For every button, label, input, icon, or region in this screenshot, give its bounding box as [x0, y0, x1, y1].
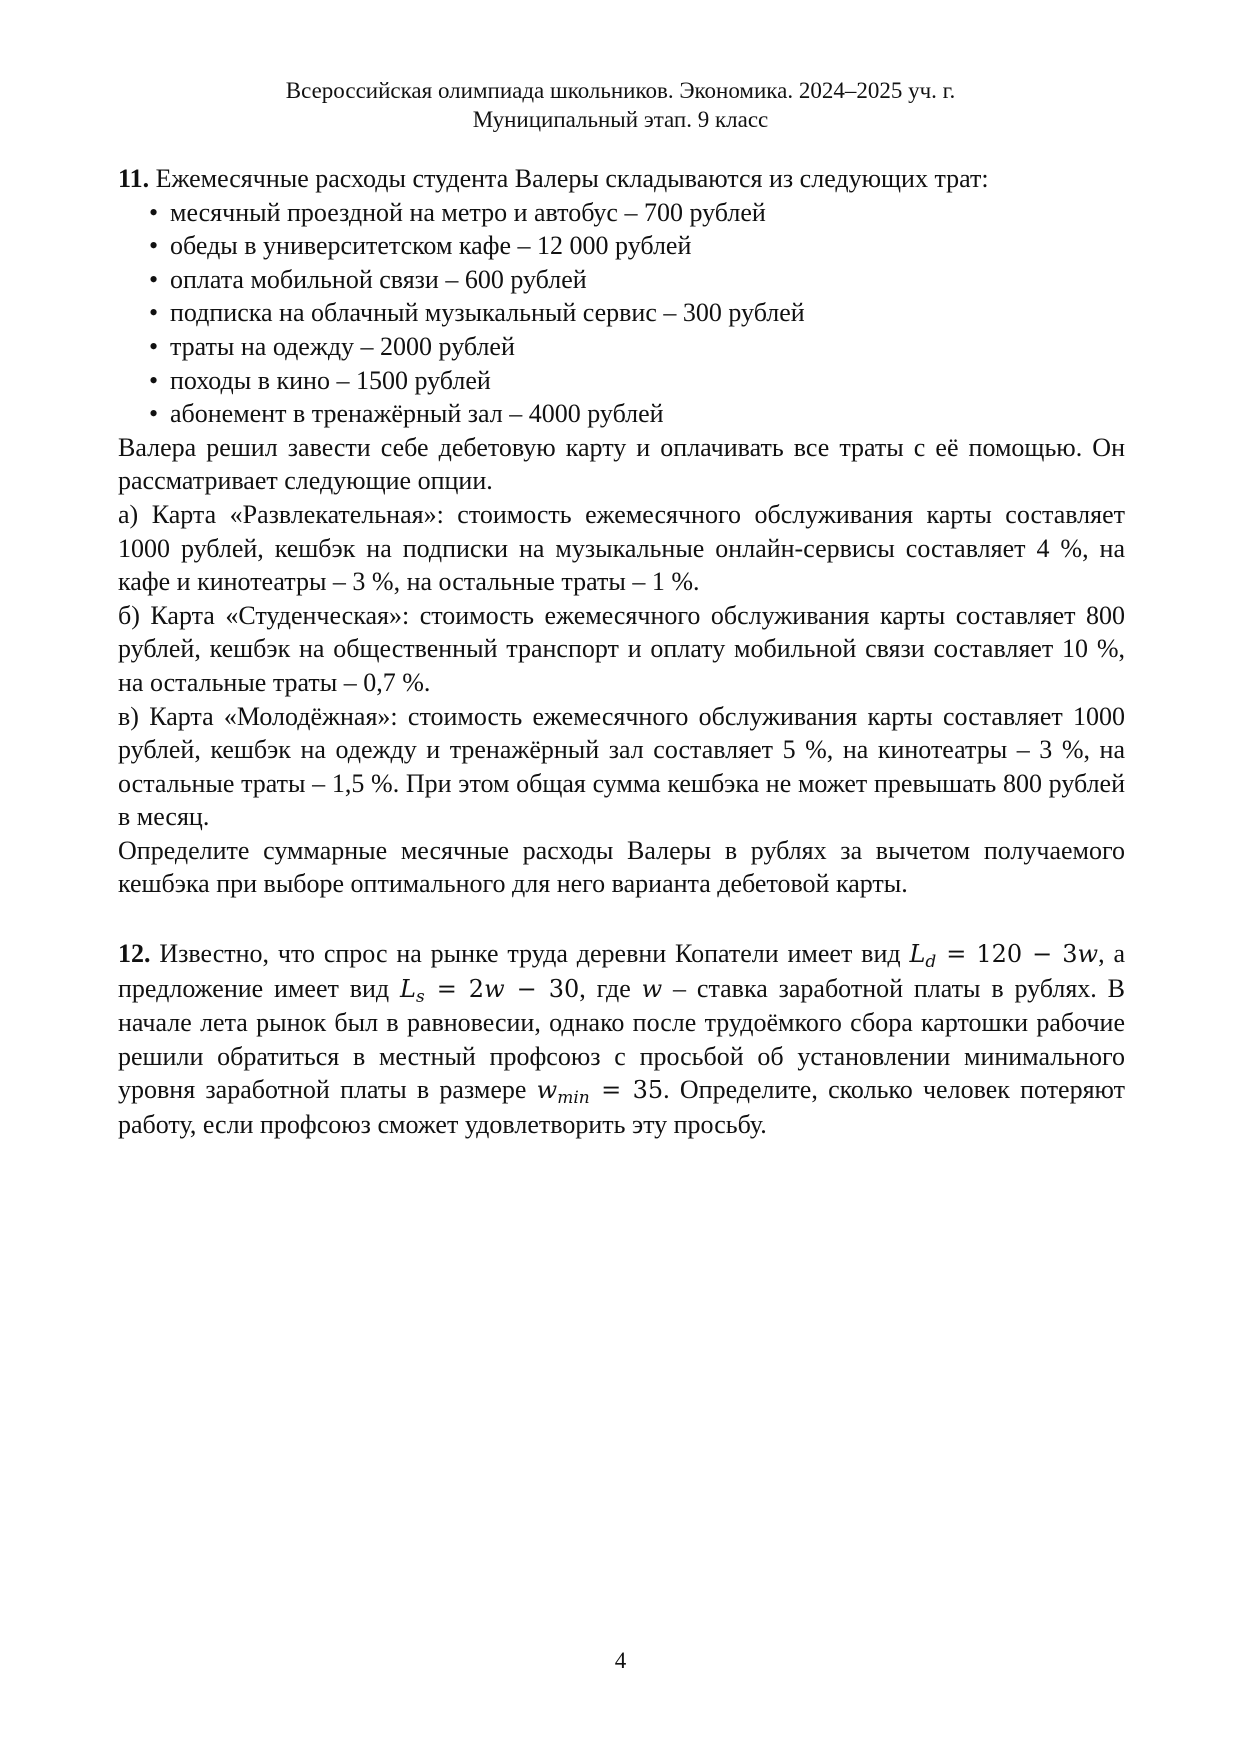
list-item: • обеды в университетском кафе – 12 000 рублей: [118, 229, 1125, 263]
task-12-number: 12.: [118, 939, 151, 969]
expense-list: [118, 196, 1125, 431]
math-var: w: [484, 974, 505, 1003]
list-item: • месячный проездной на метро и автобус – 700 рублей: [118, 196, 1125, 230]
math-var: w: [536, 1076, 558, 1105]
task-12-text: – ставка заработной платы в рублях. В начале лета рынок был в равновесии, однако после трудоёмкого сбора картошки рабочие решили обратиться в местный профсоюз с просьбой об установлении минимального уровня заработной платы в размере: [118, 973, 1126, 1105]
page-number: 4: [614, 1648, 627, 1673]
math-var: w: [1077, 940, 1099, 969]
math-rhs: − 30: [504, 974, 580, 1003]
task-11-question: Определите суммарные месячные расходы Валеры в рублях за вычетом получаемого кешбэка при выборе оптимального для него варианта дебетовой карты.: [118, 835, 1125, 899]
math-var: w: [641, 974, 663, 1003]
list-item: • траты на одежду – 2000 рублей: [118, 330, 1125, 364]
option-b: б) Карта «Студенческая»: стоимость ежемесячного обслуживания карты составляет 800 рублей, кешбэк на общественный транспорт и оплату мобильной связи составляет 10 %, на остальные траты – 0,7 %.: [118, 600, 1125, 697]
math-var: L: [400, 974, 416, 1003]
demand-equation: [909, 940, 1099, 973]
header-line-2: Муниципальный этап. 9 класс: [472, 107, 769, 132]
page-header: [0, 76, 1241, 134]
page-content: [118, 162, 1125, 1142]
math-rhs: = 35: [589, 1076, 664, 1105]
task-11-intro-text: Ежемесячные расходы студента Валеры складываются из следующих трат:: [149, 164, 989, 193]
list-item: • абонемент в тренажёрный зал – 4000 рублей: [118, 397, 1125, 431]
list-item: • подписка на облачный музыкальный сервис – 300 рублей: [118, 296, 1125, 330]
list-item: • оплата мобильной связи – 600 рублей: [118, 263, 1125, 297]
task-11-intro: [118, 162, 1125, 196]
task-11: [118, 162, 1125, 901]
task-12-paragraph: [118, 937, 1125, 1142]
math-sub: s: [415, 986, 425, 1007]
min-wage-equation: [536, 1076, 664, 1109]
math-sub: min: [557, 1088, 590, 1109]
task-12-text: , где: [579, 973, 642, 1003]
task-11-paragraph: Валера решил завести себе дебетовую карту и оплачивать все траты с её помощью. Он рассматривает следующие опции.: [118, 432, 1125, 496]
section-gap: [118, 901, 1125, 937]
supply-equation: [400, 974, 580, 1007]
task-12-text: , а предложение имеет вид: [118, 939, 1125, 1003]
math-sub: d: [925, 952, 937, 973]
math-var: L: [909, 940, 926, 969]
task-12-text: Известно, что спрос на рынке труда деревни Копатели имеет вид: [150, 939, 910, 969]
header-line-1: Всероссийская олимпиада школьников. Экономика. 2024–2025 уч. г.: [285, 78, 956, 103]
task-12-text: . Определите, сколько человек потеряют работу, если профсоюз сможет удовлетворить эту просьбу.: [118, 1075, 1125, 1140]
task-12: [118, 937, 1125, 1142]
option-a: а) Карта «Развлекательная»: стоимость ежемесячного обслуживания карты составляет 1000 рублей, кешбэк на подписки на музыкальные онлайн-сервисы составляет 4 %, на кафе и кинотеатры – 3 %, на остальные траты – 1 %.: [118, 499, 1125, 597]
option-c: в) Карта «Молодёжная»: стоимость ежемесячного обслуживания карты составляет 1000 рублей, кешбэк на одежду и тренажёрный зал составляет 5 %, на кинотеатры – 3 %, на остальные траты – 1,5 %. При этом общая сумма кешбэка не может превышать 800 рублей в месяц.: [118, 701, 1125, 832]
wage-variable: [642, 975, 663, 1003]
math-rhs: = 2: [424, 974, 485, 1003]
math-rhs: = 120 − 3: [936, 940, 1078, 969]
task-11-number: 11.: [118, 164, 150, 193]
list-item: • походы в кино – 1500 рублей: [118, 364, 1125, 398]
